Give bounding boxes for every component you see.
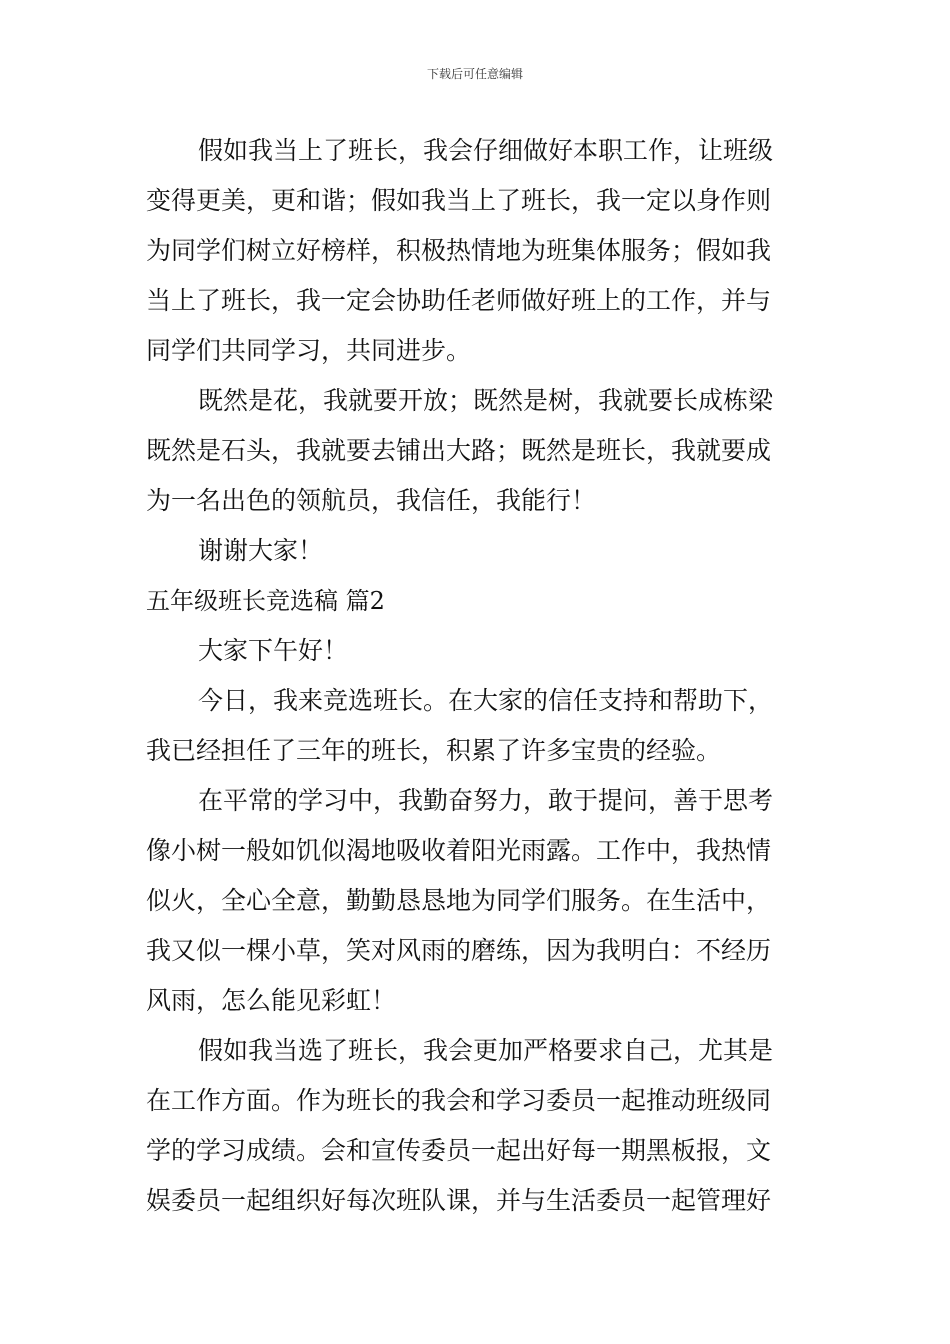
- text-line: 既然是花，我就要开放；既然是树，我就要长成栋梁: [198, 386, 774, 415]
- text-line: 在平常的学习中，我勤奋努力，敢于提问，善于思考: [198, 786, 774, 815]
- text-line: 当上了班长，我一定会协助任老师做好班上的工作，并与: [146, 286, 772, 315]
- text-line: 风雨，怎么能见彩虹！: [146, 986, 397, 1015]
- text-line: 谢谢大家！: [198, 536, 324, 565]
- text-line: 为一名出色的领航员，我信任，我能行！: [146, 486, 597, 515]
- text-line: 在工作方面。作为班长的我会和学习委员一起推动班级同: [146, 1086, 772, 1115]
- text-line: 同学们共同学习，共同进步。: [146, 336, 472, 365]
- text-line: 今日，我来竞选班长。在大家的信任支持和帮助下，: [198, 686, 774, 715]
- text-line: 似火，全心全意，勤勤恳恳地为同学们服务。在生活中，: [146, 886, 772, 915]
- text-line: 我又似一棵小草，笑对风雨的磨练，因为我明白：不经历: [146, 936, 772, 965]
- page-header: 下载后可任意编辑: [426, 67, 523, 81]
- text-line: 娱委员一起组织好每次班队课，并与生活委员一起管理好: [146, 1186, 772, 1215]
- section-heading: 五年级班长竞选稿 篇2: [146, 587, 385, 615]
- document-body: [146, 126, 806, 1226]
- text-line: 假如我当选了班长，我会更加严格要求自己，尤其是: [198, 1036, 774, 1065]
- text-line: 我已经担任了三年的班长，积累了许多宝贵的经验。: [146, 736, 722, 765]
- text-line: 既然是石头，我就要去铺出大路；既然是班长，我就要成: [146, 436, 772, 465]
- text-line: 像小树一般如饥似渴地吸收着阳光雨露。工作中，我热情: [146, 836, 772, 865]
- text-line: 大家下午好！: [198, 636, 349, 665]
- text-line: 假如我当上了班长，我会仔细做好本职工作，让班级: [198, 136, 774, 165]
- text-line: 变得更美，更和谐；假如我当上了班长，我一定以身作则: [146, 186, 772, 215]
- text-line: 学的学习成绩。会和宣传委员一起出好每一期黑板报，文: [146, 1136, 772, 1165]
- text-line: 为同学们树立好榜样，积极热情地为班集体服务；假如我: [146, 236, 772, 265]
